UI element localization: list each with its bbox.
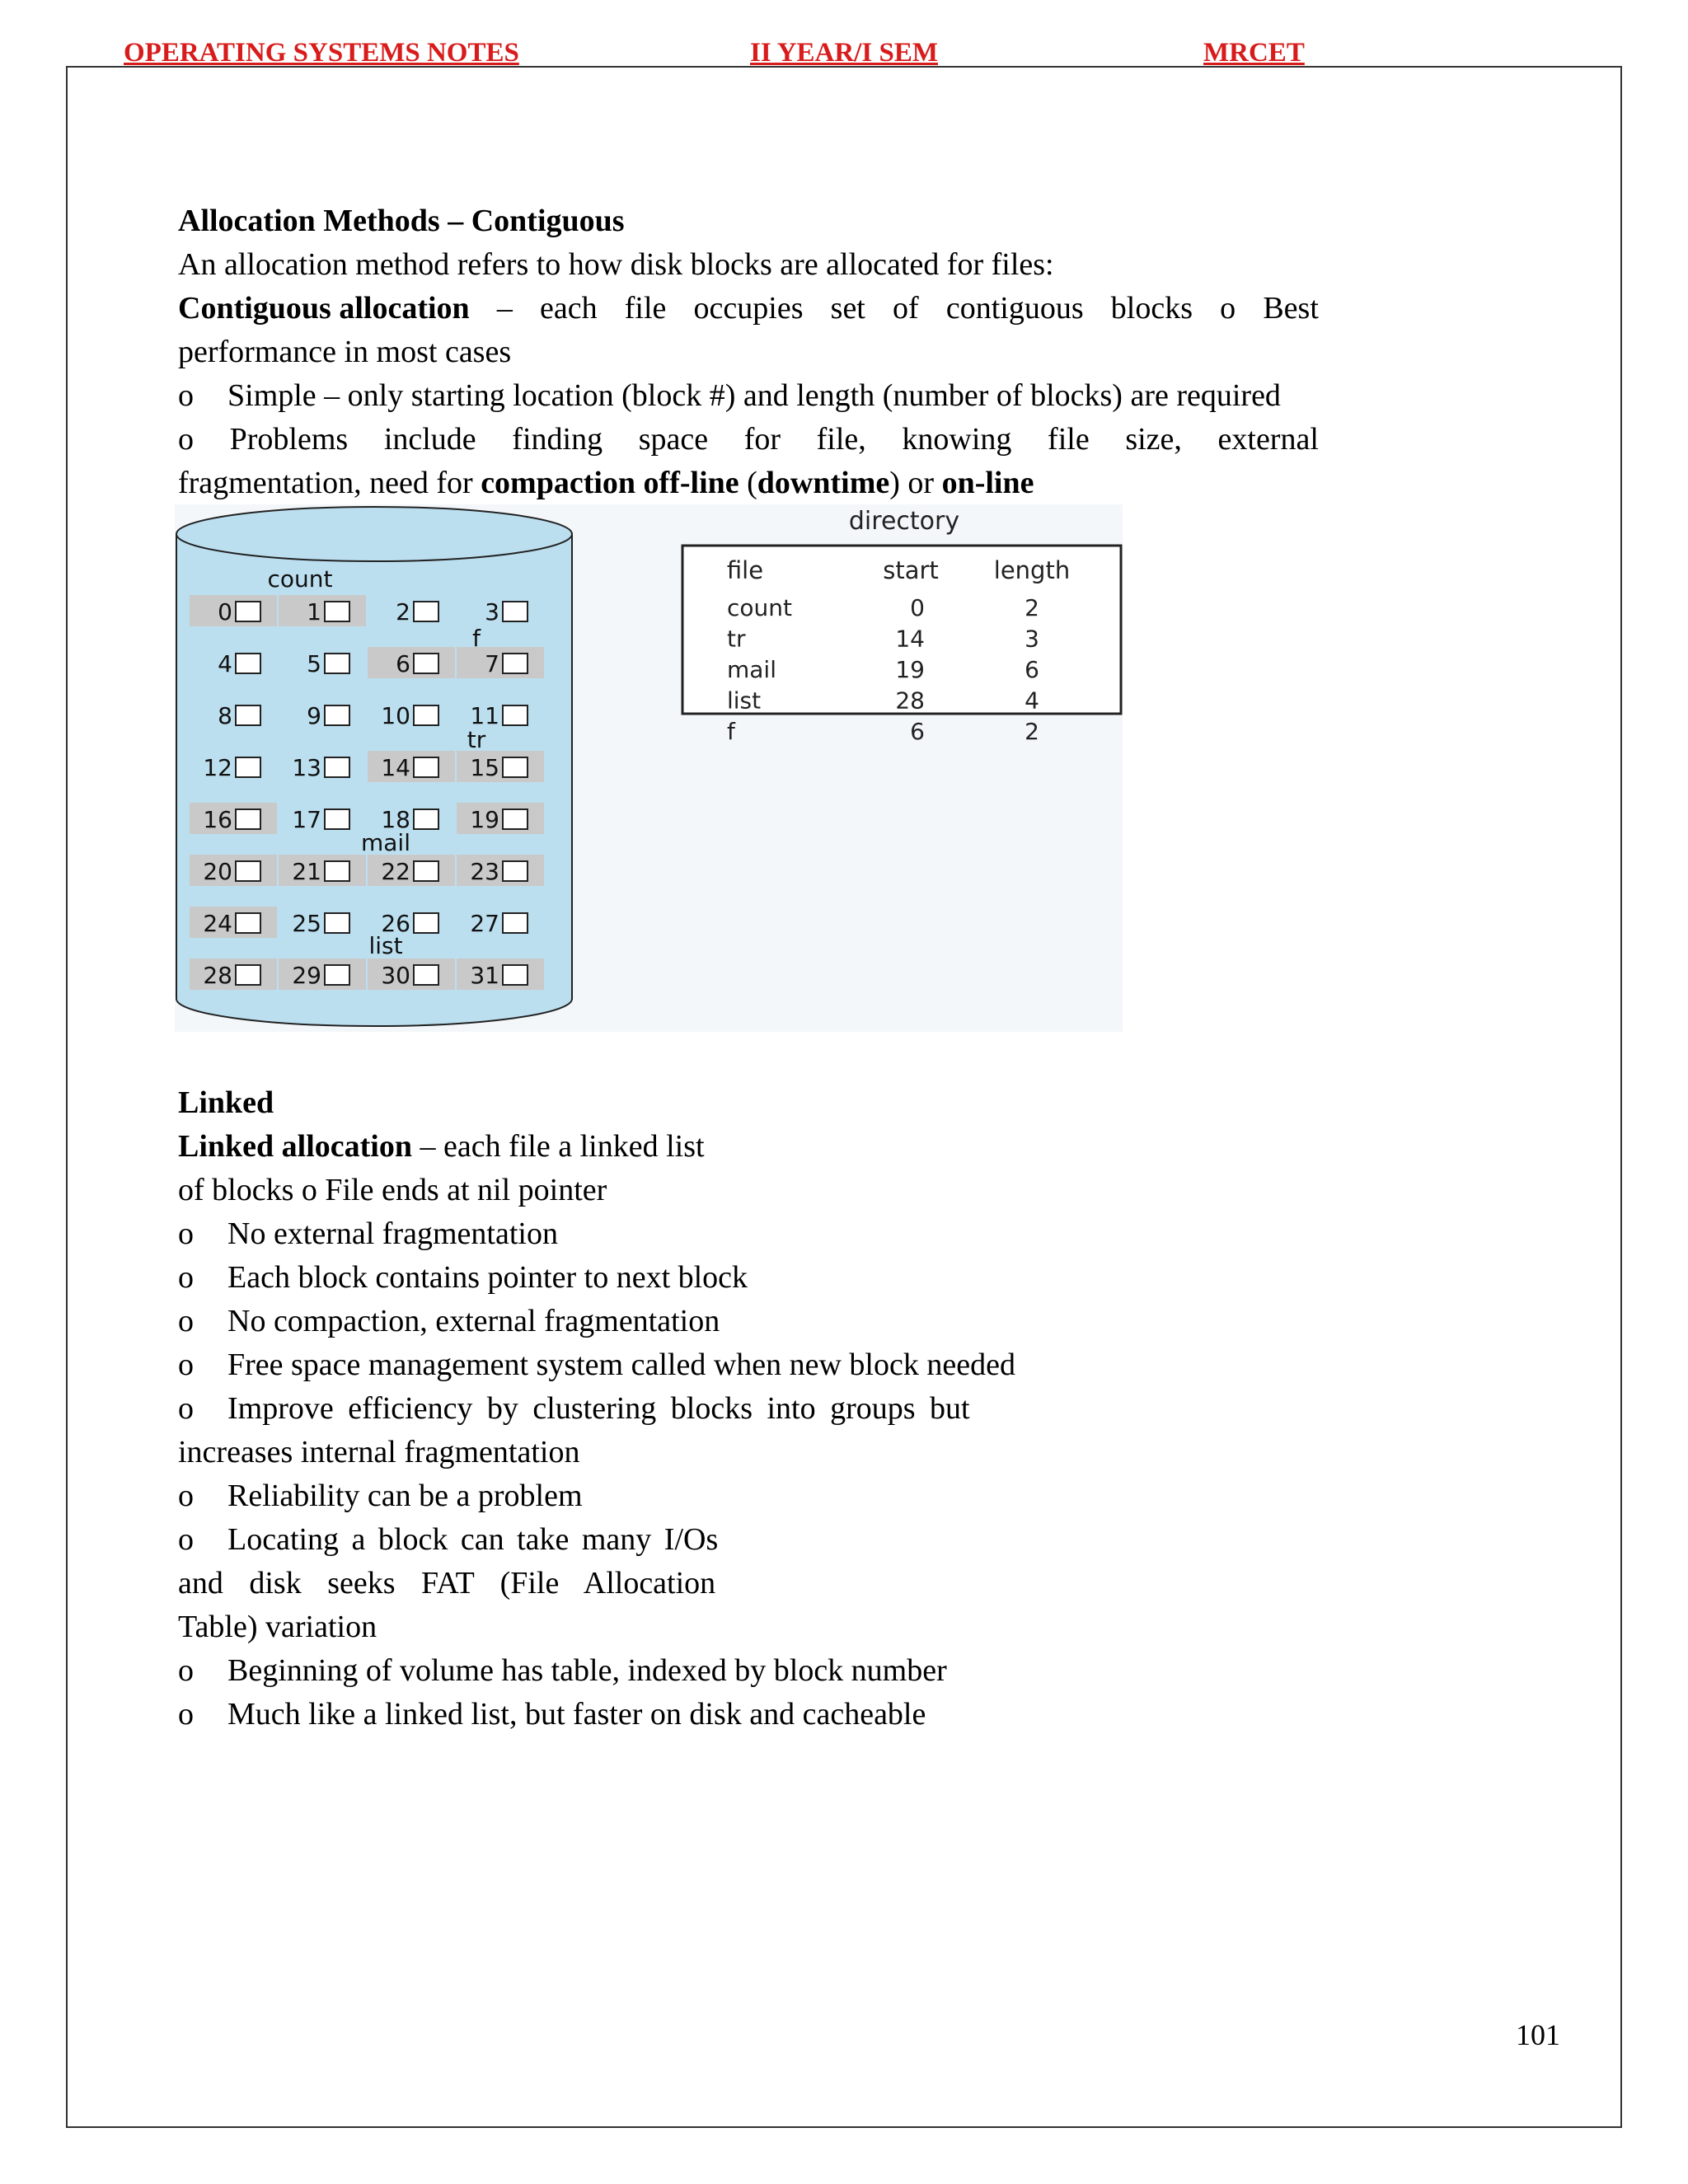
block-shade: [457, 647, 544, 678]
block-number: 28: [203, 962, 232, 989]
block-number: 16: [203, 806, 232, 833]
bullet-marker: o: [178, 1391, 194, 1426]
frag-paren: (: [738, 466, 757, 500]
directory-start: 14: [895, 625, 925, 653]
definition-word: of: [893, 291, 919, 326]
linked-def-rest: – each file a linked list: [412, 1129, 705, 1164]
block-box: [503, 809, 528, 829]
intro-text: An allocation method refers to how disk blocks are allocated for files:: [178, 247, 1054, 282]
directory-length: 3: [1025, 625, 1039, 653]
block-number: 8: [218, 702, 232, 729]
problems-word: knowing: [902, 422, 1012, 457]
linked-bullet-7-cont-2: Table) variation: [178, 1610, 377, 1644]
directory-file: count: [727, 594, 792, 621]
file-label: count: [267, 565, 333, 593]
section-heading-linked: Linked: [178, 1085, 274, 1120]
disk-top: [176, 507, 572, 561]
directory-header: start: [883, 556, 939, 584]
directory-length: 2: [1025, 718, 1039, 745]
linked-bullet-3: [178, 1300, 720, 1343]
block-number: 21: [292, 858, 321, 885]
problems-word: size,: [1125, 422, 1182, 457]
directory-length: 6: [1025, 656, 1039, 683]
definition-continued: performance in most cases: [178, 335, 512, 369]
block-number: 6: [396, 650, 410, 677]
linked-bullet-5-cont: increases internal fragmentation: [178, 1435, 580, 1469]
block-number: 12: [203, 754, 232, 781]
bullet-text: Beginning of volume has table, indexed by block number: [227, 1653, 947, 1688]
directory-header: file: [726, 556, 764, 584]
block-box: [325, 757, 349, 777]
block-box: [325, 602, 349, 621]
block-number: 20: [203, 858, 232, 885]
block-box: [503, 757, 528, 777]
directory-title: directory: [848, 507, 960, 536]
block-box: [325, 654, 349, 673]
bullet-marker: o: [178, 1304, 194, 1338]
page-number: 101: [1516, 2018, 1560, 2051]
block-box: [236, 705, 260, 725]
bullet-marker: o: [178, 1522, 194, 1557]
block-box: [414, 809, 438, 829]
section-heading-contiguous: Allocation Methods – Contiguous: [178, 204, 625, 238]
bullet-text: Locating a block can take many I/Os: [227, 1522, 719, 1557]
bullet-text: No compaction, external fragmentation: [227, 1304, 720, 1338]
bullet-marker: o: [178, 1260, 194, 1295]
block-box: [236, 861, 260, 881]
block-box: [325, 965, 349, 985]
directory-start: 6: [910, 718, 925, 745]
directory-file: tr: [727, 625, 746, 653]
file-label: f: [472, 625, 481, 652]
directory-file: f: [727, 718, 735, 745]
linked-bullet-7: [178, 1518, 718, 1562]
block-number: 7: [485, 650, 499, 677]
frag-online: on-line: [941, 466, 1034, 500]
block-number: 31: [470, 962, 499, 989]
block-number: 25: [292, 910, 321, 937]
linked-bullet-5: [178, 1387, 970, 1431]
problems-word: Problems: [229, 422, 349, 457]
problems-word: space: [638, 422, 709, 457]
definition-term: Contiguous allocation: [178, 291, 470, 326]
definition-word: occupies: [693, 291, 804, 326]
problems-word: include: [383, 422, 476, 457]
linked-bullet-6: [178, 1474, 583, 1518]
bullet-marker: o: [178, 1347, 194, 1382]
block-number: 4: [218, 650, 232, 677]
header-title: OPERATING SYSTEMS NOTES: [124, 38, 519, 68]
block-number: 24: [203, 910, 232, 937]
bullet-text: Reliability can be a problem: [227, 1479, 583, 1513]
problems-word: file: [1048, 422, 1090, 457]
linked-bullet-1: [178, 1212, 558, 1256]
linked-bullet-8: [178, 1649, 947, 1693]
directory-header: length: [993, 556, 1071, 584]
block-number: 30: [381, 962, 410, 989]
block-box: [414, 757, 438, 777]
directory-start: 0: [910, 594, 925, 621]
bullet-text: Free space management system called when new block needed: [227, 1347, 1015, 1382]
block-box: [414, 861, 438, 881]
problems-word: o: [178, 422, 194, 457]
frag-or: ) or: [889, 466, 942, 500]
block-box: [414, 913, 438, 933]
block-number: 10: [381, 702, 410, 729]
block-number: 23: [470, 858, 499, 885]
header-year: II YEAR/I SEM: [750, 38, 938, 68]
block-number: 22: [381, 858, 410, 885]
definition-word: file: [624, 291, 667, 326]
definition-word: contiguous: [945, 291, 1084, 326]
block-number: 11: [470, 702, 499, 729]
block-number: 14: [381, 754, 410, 781]
header-college: MRCET: [1203, 38, 1305, 68]
block-shade: [368, 647, 455, 678]
block-number: 0: [218, 598, 232, 626]
block-box: [325, 861, 349, 881]
fragmentation-line: [178, 462, 1034, 505]
bullet-marker: o: [178, 378, 194, 413]
definition-word: blocks: [1110, 291, 1193, 326]
definition-word: set: [830, 291, 865, 326]
linked-bullet-4: [178, 1343, 1015, 1387]
block-box: [236, 757, 260, 777]
block-number: 29: [292, 962, 321, 989]
definition-word: –: [496, 291, 513, 326]
directory-length: 2: [1025, 594, 1039, 621]
bullet-text: Much like a linked list, but faster on disk and cacheable: [227, 1697, 926, 1732]
linked-bullet-9: [178, 1693, 926, 1736]
problems-word: for: [743, 422, 781, 457]
block-box: [503, 602, 528, 621]
bullet-marker: o: [178, 1216, 194, 1251]
bullet-marker: o: [178, 1653, 194, 1688]
block-number: 19: [470, 806, 499, 833]
block-box: [236, 809, 260, 829]
definition-word: each: [539, 291, 598, 326]
directory-file: list: [727, 687, 762, 715]
block-number: 17: [292, 806, 321, 833]
block-number: 27: [470, 910, 499, 937]
block-box: [414, 705, 438, 725]
problems-word: finding: [512, 422, 603, 457]
block-number: 2: [396, 598, 410, 626]
contiguous-definition: [178, 287, 1319, 330]
linked-line-2: of blocks o File ends at nil pointer: [178, 1173, 607, 1207]
linked-term: Linked allocation: [178, 1129, 412, 1164]
block-box: [414, 965, 438, 985]
linked-bullet-7-cont-1: and disk seeks FAT (File Allocation: [178, 1566, 716, 1601]
block-box: [503, 861, 528, 881]
block-number: 18: [381, 806, 410, 833]
bullet-marker: o: [178, 1479, 194, 1513]
block-number: 5: [307, 650, 321, 677]
block-box: [236, 913, 260, 933]
directory-start: 19: [895, 656, 925, 683]
directory-length: 4: [1025, 687, 1039, 715]
block-number: 13: [292, 754, 321, 781]
bullet-marker: o: [178, 1697, 194, 1732]
block-box: [414, 654, 438, 673]
directory-start: 28: [895, 687, 925, 715]
block-number: 26: [381, 910, 410, 937]
problems-word: external: [1217, 422, 1319, 457]
block-box: [503, 705, 528, 725]
frag-downtime: downtime: [757, 466, 890, 500]
block-number: 3: [485, 598, 499, 626]
block-box: [414, 602, 438, 621]
bullet-text: No external fragmentation: [227, 1216, 558, 1251]
linked-definition: [178, 1125, 705, 1169]
bullet-text: Each block contains pointer to next block: [227, 1260, 748, 1295]
block-box: [236, 602, 260, 621]
file-label: list: [368, 932, 403, 959]
block-shade: [190, 595, 277, 626]
block-box: [236, 965, 260, 985]
bullet-text: Simple – only starting location (block #) and length (number of blocks) are required: [227, 378, 1281, 413]
block-box: [236, 654, 260, 673]
linked-bullet-2: [178, 1256, 748, 1300]
definition-word: Best: [1263, 291, 1319, 326]
block-box: [325, 913, 349, 933]
block-shade: [279, 595, 366, 626]
block-box: [325, 705, 349, 725]
block-number: 9: [307, 702, 321, 729]
file-label: tr: [467, 726, 486, 753]
definition-word: o: [1220, 291, 1236, 326]
bullet-text: Improve efficiency by clustering blocks into groups but: [227, 1391, 970, 1426]
block-box: [503, 654, 528, 673]
frag-compaction: compaction off-line: [481, 466, 739, 500]
contiguous-allocation-figure: [175, 504, 1123, 1032]
problems-bullet: [178, 418, 1319, 462]
file-label: mail: [361, 829, 410, 856]
block-box: [503, 965, 528, 985]
block-box: [503, 913, 528, 933]
block-number: 15: [470, 754, 499, 781]
directory-file: mail: [727, 656, 776, 683]
problems-word: file,: [816, 422, 866, 457]
simple-bullet: [178, 374, 1281, 418]
block-number: 1: [307, 598, 321, 626]
block-box: [325, 809, 349, 829]
frag-text: fragmentation, need for: [178, 466, 481, 500]
